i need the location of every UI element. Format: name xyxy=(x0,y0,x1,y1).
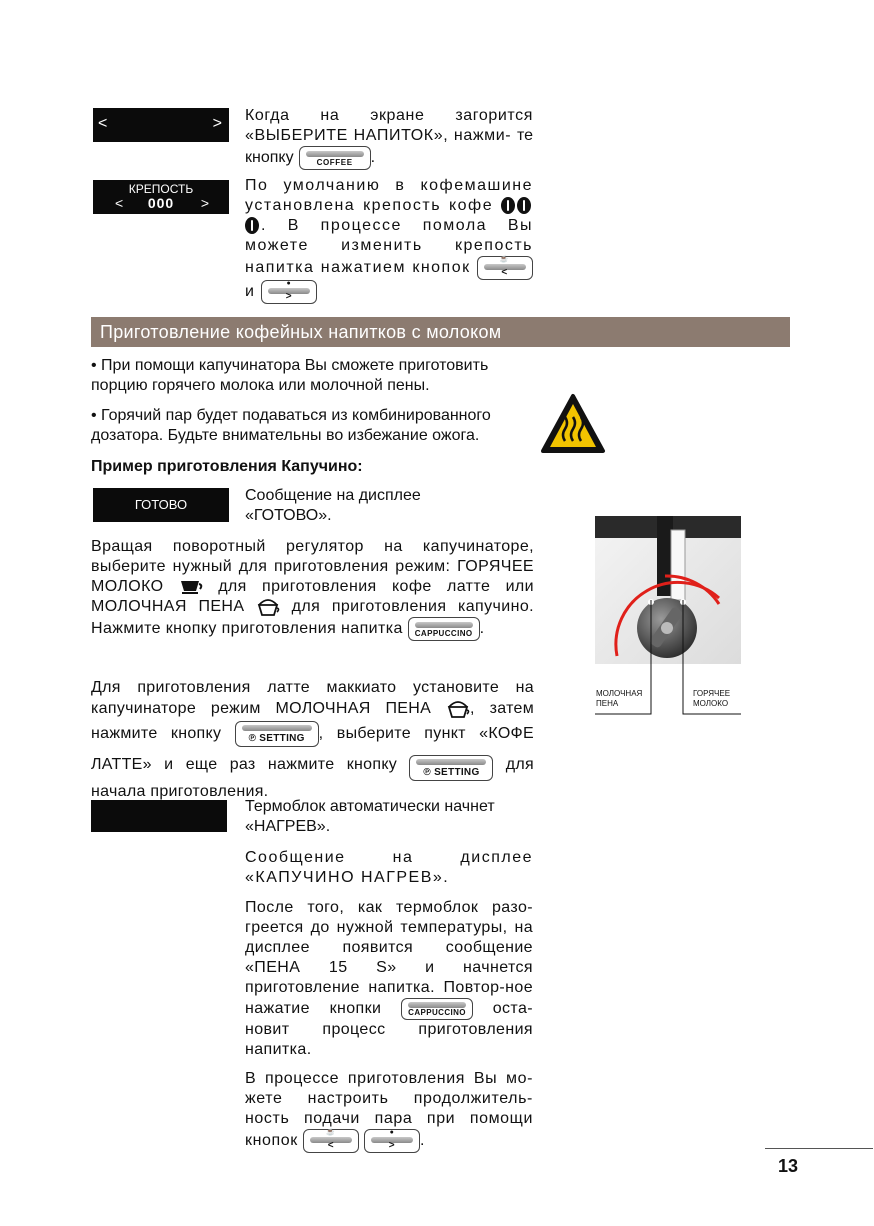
setting-button[interactable]: ℗ SETTING xyxy=(235,721,319,747)
heat-text-4: В процессе приготовления Вы мо-жете настроить продолжитель-ность подачи пара при помощи кнопок ☕ < ● > . xyxy=(245,1070,533,1151)
cup-small-icon: ☕ xyxy=(499,256,511,263)
display-strength-title: КРЕПОСТЬ xyxy=(128,182,194,196)
cappuccino-button[interactable]: CAPPUCCINO xyxy=(408,617,480,641)
less-strength-button[interactable]: ☕ < xyxy=(477,256,533,280)
page-number: 13 xyxy=(778,1156,799,1176)
display-strength xyxy=(93,180,229,214)
display-right-arrow: > xyxy=(212,115,222,132)
display-heating xyxy=(91,800,227,832)
display-ready: ГОТОВО xyxy=(93,488,229,522)
hot-steam-warning-icon xyxy=(540,393,606,455)
ready-text: Сообщение на дисплее «ГОТОВО». xyxy=(245,487,421,524)
block1-text-b: те кнопку xyxy=(245,127,533,167)
bean-icon xyxy=(517,197,531,214)
display-strength-value: 000 xyxy=(147,195,175,211)
label-milk-foam: МОЛОЧНАЯ ПЕНА xyxy=(596,689,643,708)
coffee-button[interactable]: COFFEE xyxy=(299,146,371,170)
bullet-2: • Горячий пар будет подаваться из комбинированного дозатора. Будьте внимательны во избежание ожога. xyxy=(91,407,491,444)
cappuccino-button[interactable]: CAPPUCCINO xyxy=(401,998,473,1020)
bean-small-icon: ● xyxy=(389,1129,395,1136)
less-steam-button[interactable]: ☕ < xyxy=(303,1129,359,1153)
paragraph-latte-macchiato: Для приготовления латте маккиато установите на капучинаторе режим МОЛОЧНАЯ ПЕНА , затем нажмите кнопку ℗ SETTING , выберите пункт «КОФЕ ЛАТТЕ» и еще раз нажмите кнопку ℗ SETTING для начала приготовления. xyxy=(91,679,535,800)
cup-small-icon: ☕ xyxy=(326,1129,336,1136)
hot-milk-icon xyxy=(179,579,203,595)
heat-text-1: Термоблок автоматически начнет «НАГРЕВ». xyxy=(245,798,495,835)
heat-text-3: После того, как термоблок разо-греется до нужной температуры, на дисплее появится сообщение «ПЕНА 15 S» и начнется приготовление напитка. Повтор-ное нажатие кнопки CAPPUCCINO оста-новит процесс приготовления напитка. xyxy=(245,899,533,1058)
block1-text: Когда на экране загорится «ВЫБЕРИТЕ НАПИТОК», нажми- те кнопку COFFEE . xyxy=(245,106,533,170)
heat-text-2: Сообщение на дисплее «КАПУЧИНО НАГРЕВ». xyxy=(245,849,533,886)
paragraph-milk-mode: Вращая поворотный регулятор на капучинаторе, выберите нужный для приготовления режим: ГОРЯЧЕЕ МОЛОКО для приготовления кофе латте или МОЛОЧНАЯ ПЕНА для приготовления капучино. Нажмите кнопку приготовления напитка CAPPUCCINO . xyxy=(91,537,534,641)
display-left-arrow: < xyxy=(98,115,108,132)
example-heading: Пример приготовления Капучино: xyxy=(91,458,363,475)
milk-foam-icon xyxy=(446,699,470,719)
setting-button[interactable]: ℗ SETTING xyxy=(409,755,493,781)
bullet-1: • При помощи капучинатора Вы сможете приготовить порцию горячего молока или молочной пены. xyxy=(91,357,489,394)
bean-icon xyxy=(245,217,259,234)
display-strength-right: > xyxy=(200,195,209,211)
display-select-drink xyxy=(93,108,229,142)
section-title: Приготовление кофейных напитков с молоком xyxy=(91,317,790,347)
page-number-divider xyxy=(765,1148,873,1149)
display-strength-left: < xyxy=(115,195,124,211)
bean-icon xyxy=(501,197,515,214)
more-strength-button[interactable]: ● > xyxy=(261,280,317,304)
label-hot-milk: ГОРЯЧЕЕ МОЛОКО xyxy=(693,689,731,708)
milk-foam-icon xyxy=(256,597,280,617)
bean-small-icon: ● xyxy=(286,280,293,287)
block2-text: По умолчанию в кофемашине установлена крепость кофе . В процессе помола Вы можете изменить крепость напитка нажатием кнопок ☕ < и ● > xyxy=(245,177,533,302)
more-steam-button[interactable]: ● > xyxy=(364,1129,420,1153)
